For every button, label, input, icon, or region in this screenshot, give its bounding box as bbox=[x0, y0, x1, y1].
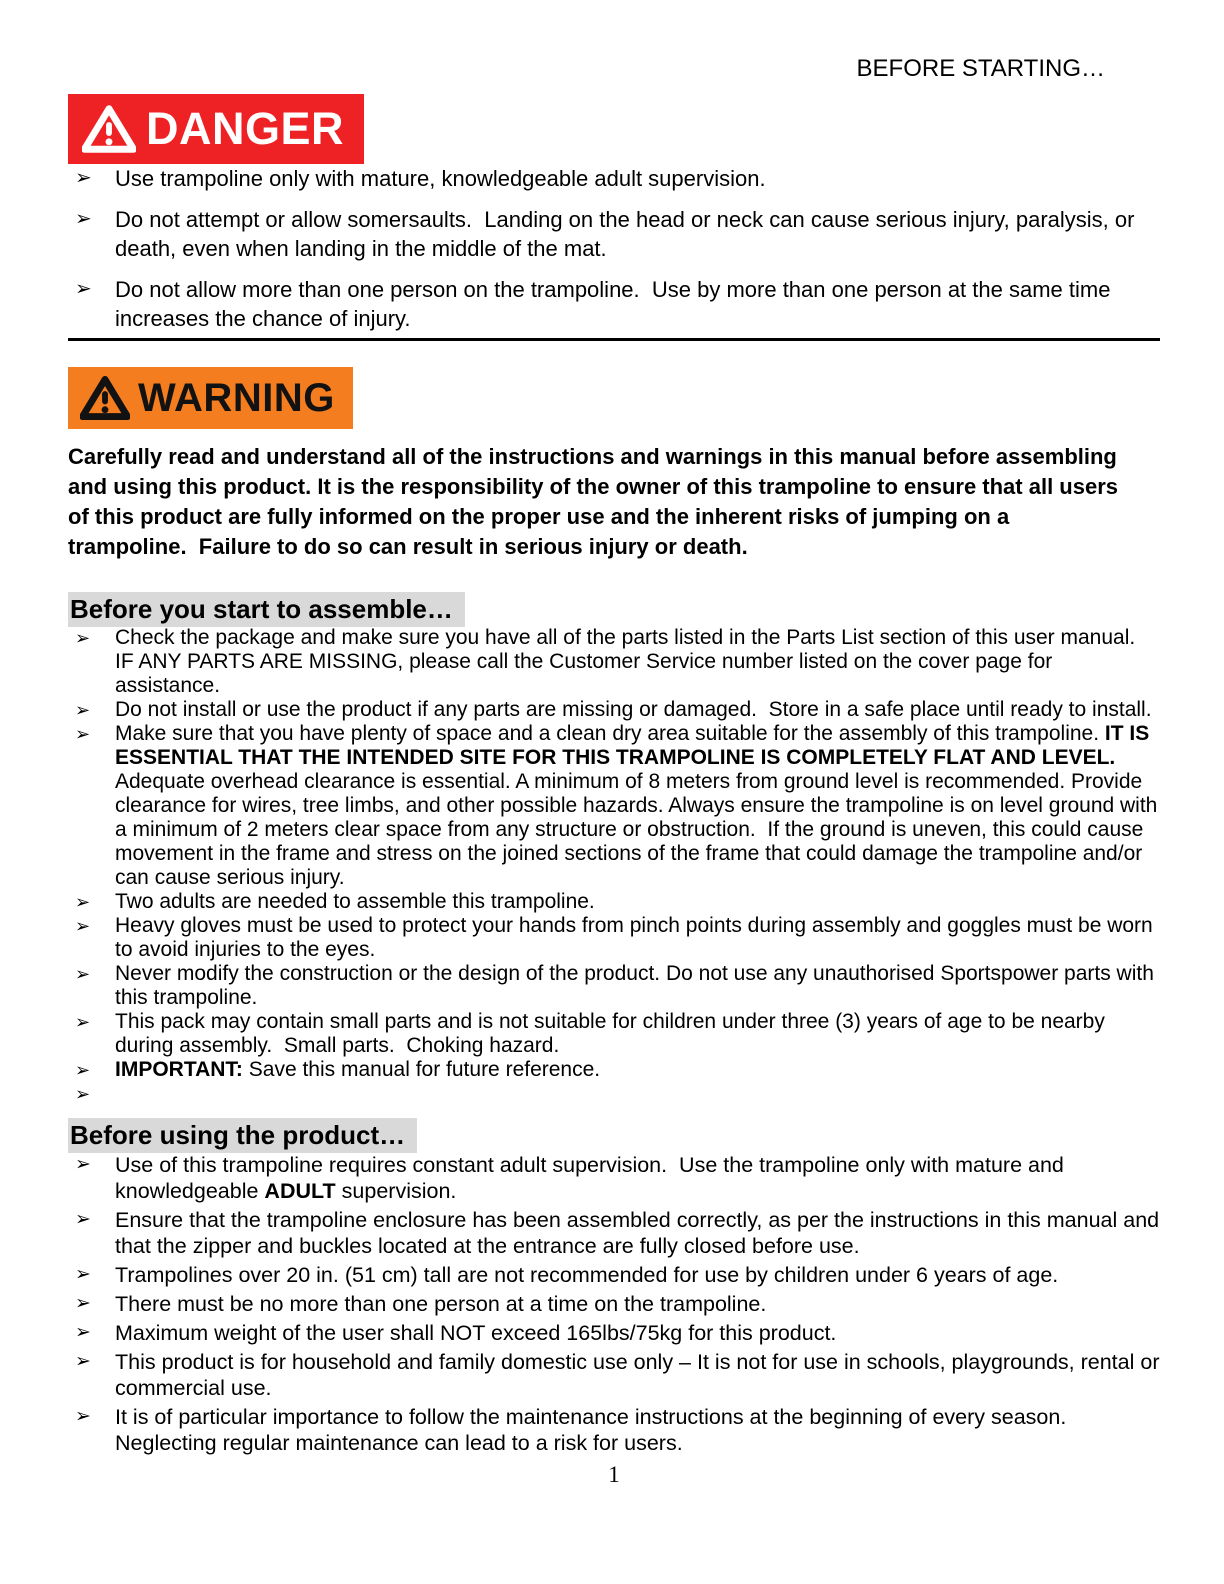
bullet-arrow-icon: ➢ bbox=[75, 1084, 91, 1104]
list-item bbox=[68, 1010, 1160, 1058]
bullet-arrow-icon: ➢ bbox=[75, 167, 92, 189]
list-item bbox=[68, 1082, 1160, 1106]
bullet-arrow-icon: ➢ bbox=[75, 700, 91, 720]
list-item bbox=[68, 914, 1160, 962]
bullet-arrow-icon: ➢ bbox=[75, 208, 92, 230]
list-item bbox=[68, 1262, 1160, 1288]
warning-triangle-icon bbox=[82, 105, 136, 153]
list-item bbox=[68, 962, 1160, 1010]
danger-badge-label: DANGER bbox=[146, 103, 345, 154]
bullet-arrow-icon: ➢ bbox=[75, 1406, 91, 1427]
bullet-arrow-icon: ➢ bbox=[75, 1154, 91, 1175]
bullet-arrow-icon: ➢ bbox=[75, 1322, 91, 1343]
list-item bbox=[68, 275, 1160, 333]
list-item bbox=[68, 626, 1160, 698]
list-item bbox=[68, 722, 1164, 890]
list-item bbox=[68, 205, 1160, 263]
bullet-arrow-icon: ➢ bbox=[75, 278, 92, 300]
warning-paragraph: Carefully read and understand all of the instructions and warnings in this manual before assembling and using this product. It is the responsibility of the owner of this trampoline to ensure that all users of this product are fully informed on the proper use and the inherent risks of jumping on a trampoline. Failure to do so can result in serious injury or death. bbox=[68, 444, 1125, 559]
list-item-text: Do not install or use the product if any parts are missing or damaged. Store in a safe place until ready to install. bbox=[115, 698, 1152, 721]
header-before-starting-text: BEFORE STARTING… bbox=[856, 55, 1105, 82]
list-item-text: Ensure that the trampoline enclosure has been assembled correctly, as per the instructions in this manual and that the zipper and buckles located at the entrance are fully closed before use. bbox=[115, 1208, 1166, 1258]
list-item-text: Maximum weight of the user shall NOT exceed 165lbs/75kg for this product. bbox=[115, 1321, 837, 1345]
bullet-arrow-icon: ➢ bbox=[75, 916, 91, 936]
list-item-text: IMPORTANT: Save this manual for future reference. bbox=[115, 1058, 601, 1081]
bullet-arrow-icon: ➢ bbox=[75, 892, 91, 912]
warning-triangle-icon bbox=[80, 376, 130, 420]
bullet-arrow-icon: ➢ bbox=[75, 1293, 91, 1314]
heading-highlight: Before using the product… bbox=[68, 1118, 417, 1153]
list-item-text: Two adults are needed to assemble this trampoline. bbox=[115, 890, 595, 913]
list-item bbox=[68, 1152, 1160, 1204]
bullet-arrow-icon: ➢ bbox=[75, 964, 91, 984]
list-item bbox=[68, 1404, 1160, 1456]
list-item-text: This product is for household and family domestic use only – It is not for use in schools, playgrounds, rental or commercial use. bbox=[115, 1350, 1166, 1400]
bullet-arrow-icon: ➢ bbox=[75, 628, 91, 648]
list-item-text: This pack may contain small parts and is not suitable for children under three (3) years of age to be nearby during assembly. Small parts. Choking hazard. bbox=[115, 1010, 1111, 1057]
list-item bbox=[68, 164, 1160, 193]
list-item-text: Trampolines over 20 in. (51 cm) tall are not recommended for use by children under 6 years of age. bbox=[115, 1263, 1059, 1287]
list-item-text: There must be no more than one person at a time on the trampoline. bbox=[115, 1292, 767, 1316]
danger-badge bbox=[68, 94, 364, 164]
list-item bbox=[68, 890, 1160, 914]
danger-bullet-list bbox=[68, 164, 1160, 333]
list-item-text: It is of particular importance to follow the maintenance instructions at the beginning of every season. Neglecting regular maintenance can lead to a risk for users. bbox=[115, 1405, 1079, 1455]
heading-before-assemble bbox=[68, 592, 1160, 626]
list-item bbox=[68, 1058, 1160, 1082]
list-item-text: Never modify the construction or the design of the product. Do not use any unauthorised Sportspower parts with this trampoline. bbox=[115, 962, 1160, 1009]
list-item bbox=[68, 1349, 1166, 1401]
bullet-arrow-icon: ➢ bbox=[75, 1264, 91, 1285]
list-item-text: Check the package and make sure you have all of the parts listed in the Parts List section of this user manual. IF ANY PARTS ARE MISSING, please call the Customer Service number listed on the cover page for assistance. bbox=[115, 626, 1147, 697]
list-item bbox=[68, 698, 1160, 722]
bullet-arrow-icon: ➢ bbox=[75, 1060, 91, 1080]
list-item bbox=[68, 1320, 1160, 1346]
list-item-text: Use trampoline only with mature, knowledgeable adult supervision. bbox=[115, 166, 766, 191]
list-item bbox=[68, 1291, 1160, 1317]
heading-before-using bbox=[68, 1118, 1160, 1152]
page-header bbox=[68, 56, 1160, 82]
page-number: 1 bbox=[608, 1462, 620, 1487]
assemble-bullet-list bbox=[68, 626, 1164, 1106]
bullet-arrow-icon: ➢ bbox=[75, 724, 91, 744]
warning-badge bbox=[68, 367, 353, 429]
before-using-bullet-list bbox=[68, 1152, 1166, 1456]
list-item bbox=[68, 1207, 1166, 1259]
bullet-arrow-icon: ➢ bbox=[75, 1012, 91, 1032]
warning-badge-label: WARNING bbox=[138, 375, 335, 420]
list-item-text: Heavy gloves must be used to protect your hands from pinch points during assembly and goggles must be worn to avoid injuries to the eyes. bbox=[115, 914, 1159, 961]
list-item-text: Do not allow more than one person on the trampoline. Use by more than one person at the same time increases the chance of injury. bbox=[115, 277, 1117, 331]
list-item-text: Make sure that you have plenty of space and a clean dry area suitable for the assembly of this trampoline. IT IS ESSENTIAL THAT THE INTENDED SITE FOR THIS TRAMPOLINE IS COMPLETELY FLAT AND LEVEL. Adequate overhead clearance is essential. A minimum of 8 meters from ground level is recommended. Provide clearance for wires, tree limbs, and other possible hazards. Always ensure the trampoline is on level ground with a minimum of 2 meters clear space from any structure or obstruction. If the ground is uneven, this could cause movement in the frame and stress on the joined sections of the frame that could damage the trampoline and/or can cause serious injury. bbox=[115, 722, 1164, 889]
heading-highlight: Before you start to assemble… bbox=[68, 592, 465, 627]
section-divider bbox=[68, 338, 1160, 341]
bullet-arrow-icon: ➢ bbox=[75, 1351, 91, 1372]
list-item-text: Do not attempt or allow somersaults. Landing on the head or neck can cause serious injury, paralysis, or death, even when landing in the middle of the mat. bbox=[115, 207, 1141, 261]
list-item-text: Use of this trampoline requires constant adult supervision. Use the trampoline only with mature and knowledgeable ADULT supervision. bbox=[115, 1153, 1070, 1203]
bullet-arrow-icon: ➢ bbox=[75, 1209, 91, 1230]
